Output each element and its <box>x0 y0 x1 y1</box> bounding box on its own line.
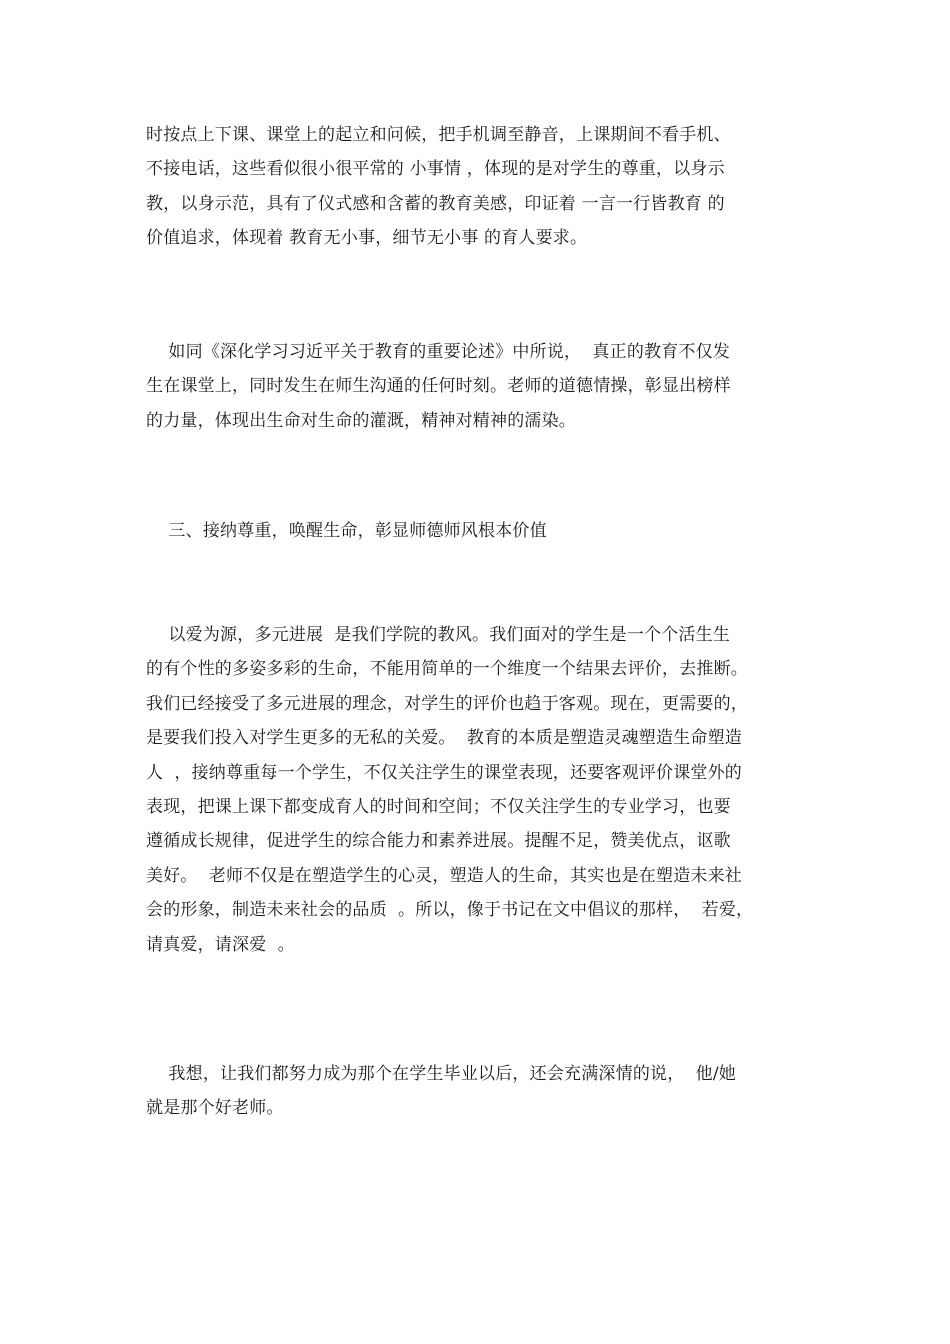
paragraph-1-line-3: 教，以身示范，具有了仪式感和含蓄的教育美感，印证着 一言一行皆教育 的 <box>146 193 725 214</box>
paragraph-1-line-2: 不接电话，这些看似很小很平常的 小事情 ，体现的是对学生的尊重，以身示 <box>146 159 725 180</box>
paragraph-1-line-1: 时按点上下课、课堂上的起立和问候，把手机调至静音，上课期间不看手机、 <box>146 125 731 145</box>
paragraph-3-line-7: 遵循成长规律，促进学生的综合能力和素养进展。提醒不足，赞美优点，讴歌 <box>146 831 731 852</box>
paragraph-4-line-1: 我想，让我们都努力成为那个在学生毕业以后，还会充满深情的说， 他/她 <box>146 1064 736 1084</box>
paragraph-1 <box>146 118 816 256</box>
paragraph-2-line-3: 的力量，体现出生命对生命的灌溉，精神对精神的濡染。 <box>146 410 576 431</box>
paragraph-2 <box>146 335 816 438</box>
paragraph-4 <box>146 1057 816 1126</box>
paragraph-3-line-6: 表现，把课上课下都变成育人的时间和空间；不仅关注学生的专业学习，也要 <box>146 797 731 818</box>
paragraph-3-line-2: 的有个性的多姿多彩的生命，不能用简单的一个维度一个结果去评价，去推断。 <box>146 659 748 680</box>
section-heading-3: 三、接纳尊重，唤醒生命，彰显师德师风根本价值 <box>146 521 547 541</box>
paragraph-3-line-1: 以爱为源，多元进展 是我们学院的教风。我们面对的学生是一个个活生生 <box>146 625 731 645</box>
paragraph-3 <box>146 618 816 962</box>
paragraph-3-line-3: 我们已经接受了多元进展的理念，对学生的评价也趋于客观。现在，更需要的， <box>146 693 748 714</box>
paragraph-3-line-8: 美好。 老师不仅是在塑造学生的心灵，塑造人的生命，其实也是在塑造未来社 <box>146 865 743 886</box>
paragraph-2-line-2: 生在课堂上，同时发生在师生沟通的任何时刻。老师的道德情操，彰显出榜样 <box>146 376 731 397</box>
paragraph-3-line-9: 会的形象，制造未来社会的品质 。所以，像于书记在文中倡议的那样， 若爱， <box>146 900 754 921</box>
paragraph-3-line-10: 请真爱，请深爱 。 <box>146 934 295 955</box>
paragraph-1-line-4: 价值追求，体现着 教育无小事，细节无小事 的育人要求。 <box>146 228 588 249</box>
paragraph-4-line-2: 就是那个好老师。 <box>146 1098 284 1119</box>
paragraph-2-line-1: 如同《深化学习习近平关于教育的重要论述》中所说， 真正的教育不仅发 <box>146 342 731 362</box>
paragraph-3-line-4: 是要我们投入对学生更多的无私的关爱。 教育的本质是塑造灵魂塑造生命塑造 <box>146 728 743 749</box>
paragraph-3-line-5: 人 ，接纳尊重每一个学生，不仅关注学生的课堂表现，还要客观评价课堂外的 <box>146 762 743 783</box>
